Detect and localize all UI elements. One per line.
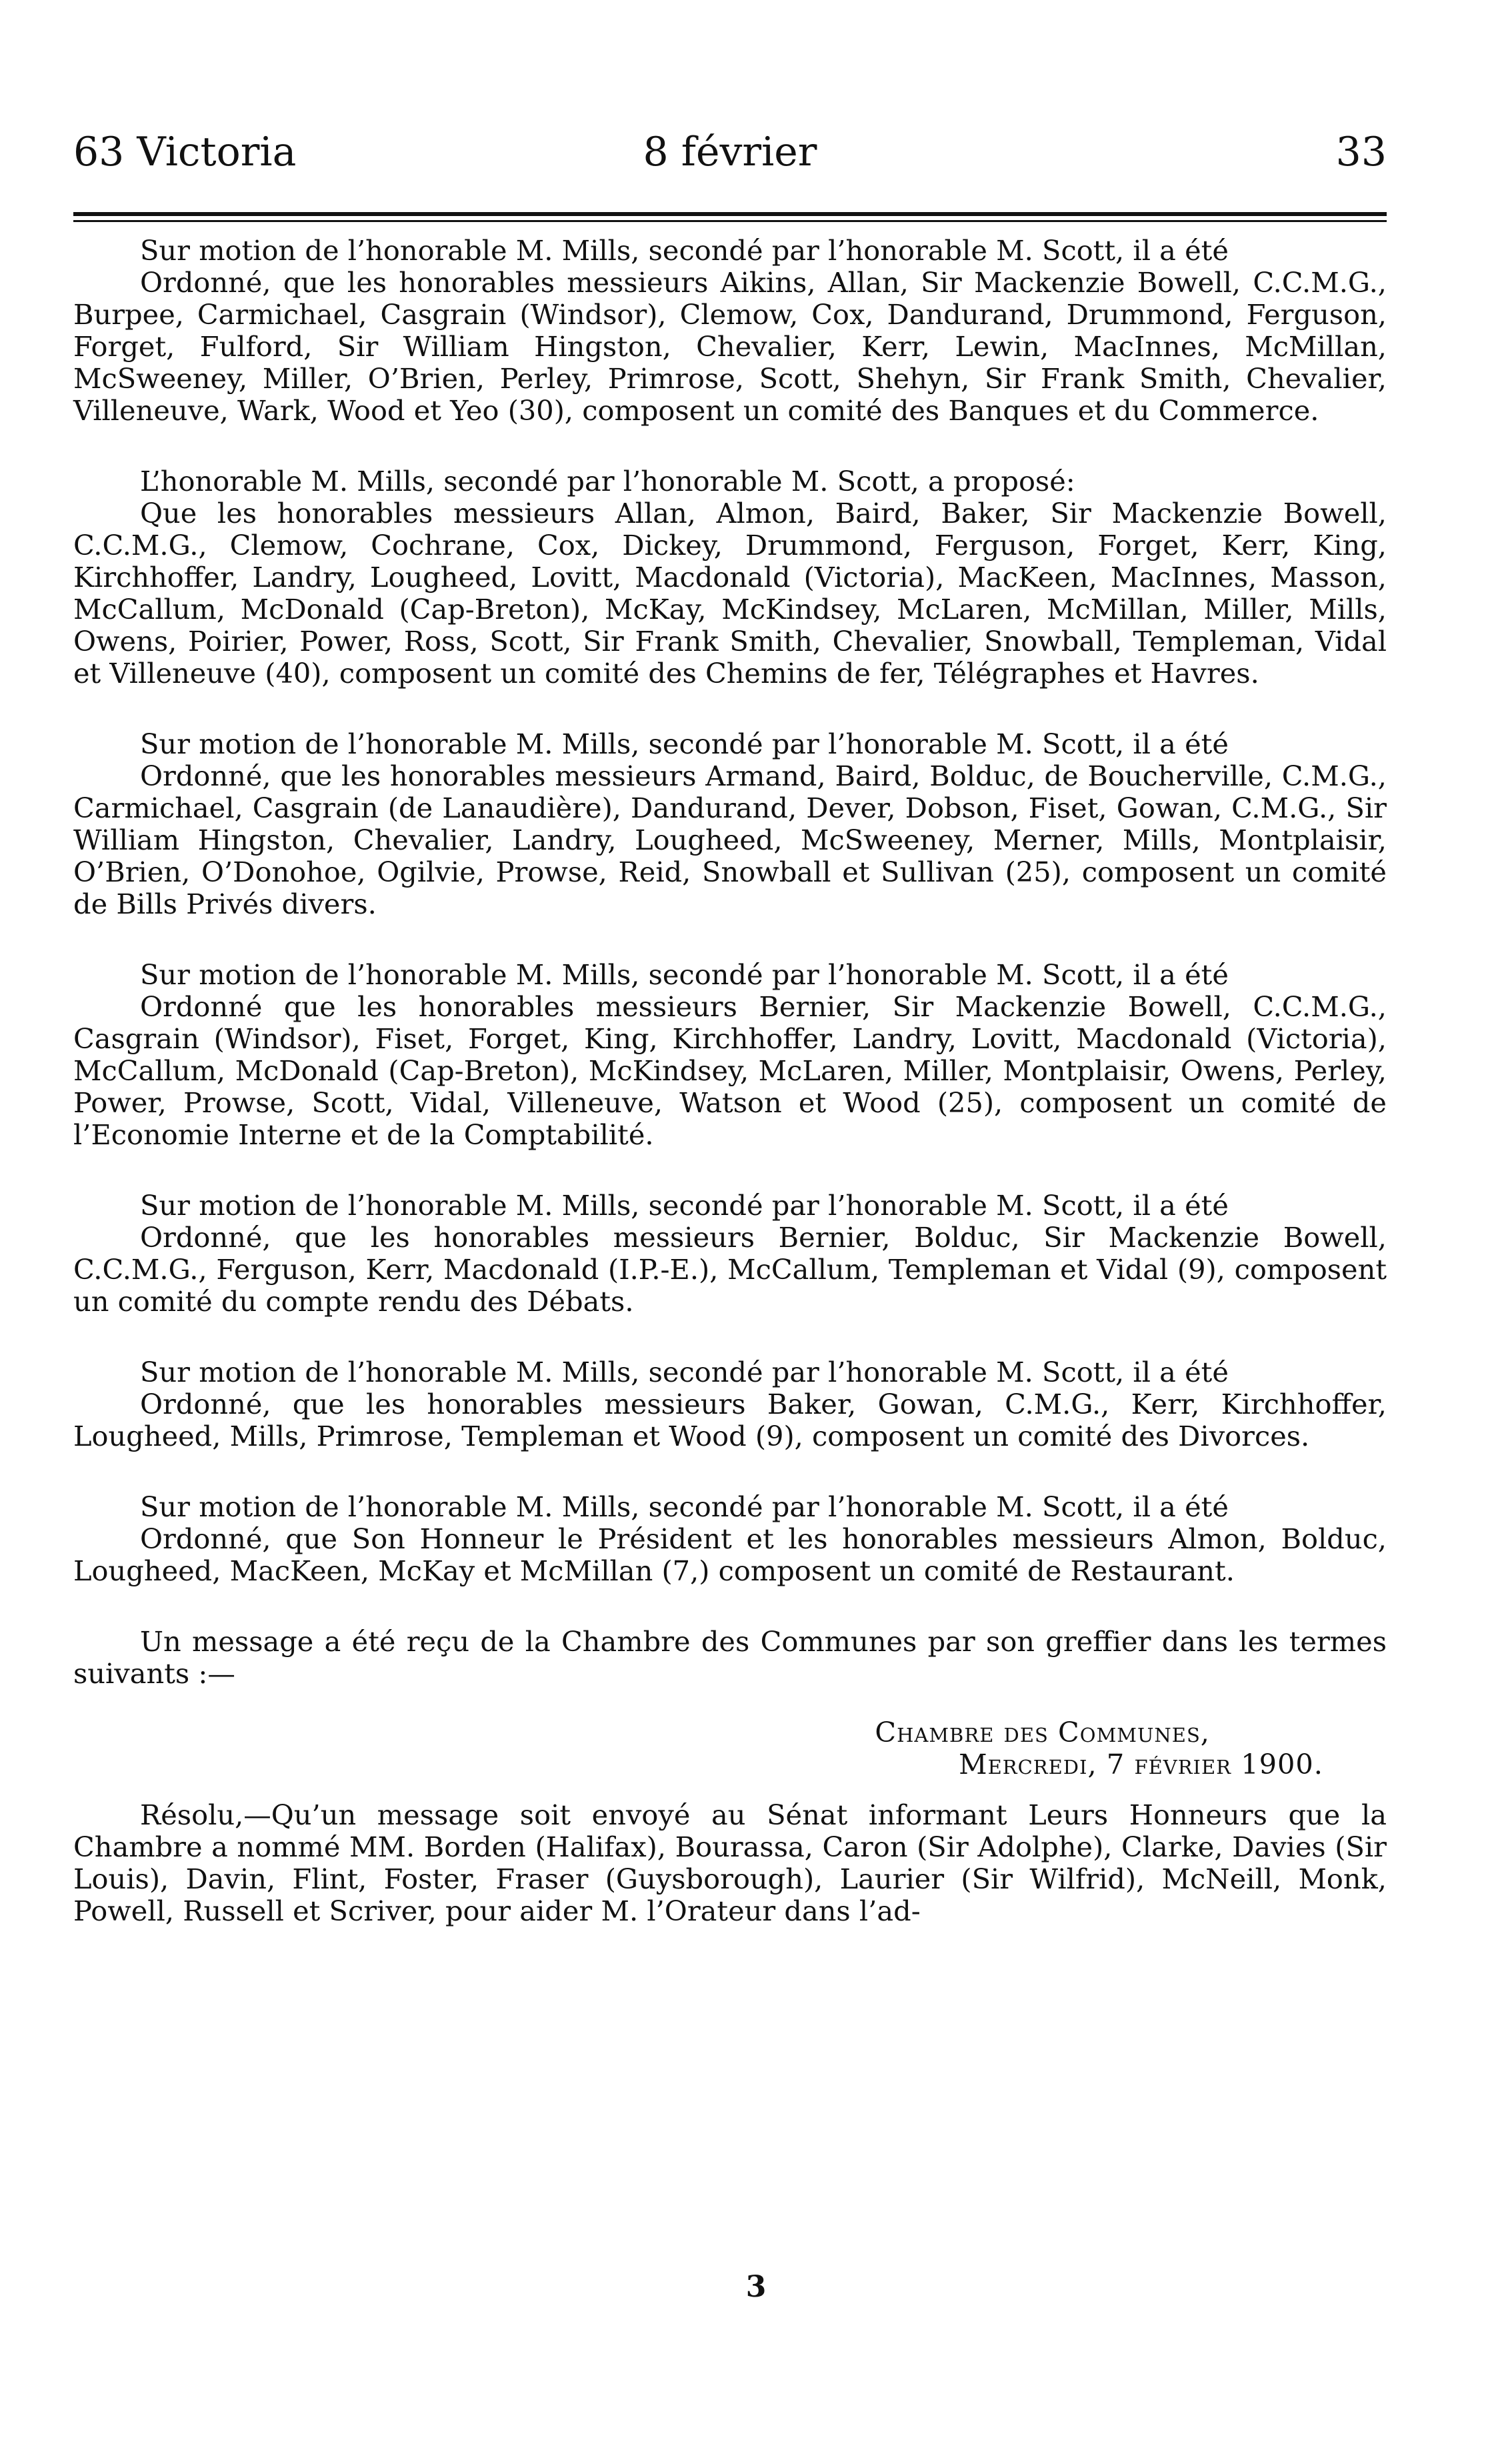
paragraph-lead: Sur motion de l’honorable M. Mills, secondé par l’honorable M. Scott, il a été (140, 1356, 1229, 1388)
paragraph-debats (73, 1190, 1387, 1318)
running-header (73, 119, 1387, 185)
paragraph-lead: Sur motion de l’honorable M. Mills, secondé par l’honorable M. Scott, il a été (140, 1189, 1229, 1222)
paragraph-restaurant (73, 1491, 1387, 1587)
paragraph-economie-interne (73, 959, 1387, 1151)
paragraph-bills-prives (73, 728, 1387, 920)
footer-folio: 3 (745, 2270, 767, 2304)
paragraph-lead: Sur motion de l’honorable M. Mills, secondé par l’honorable M. Scott, il a été (140, 958, 1229, 991)
paragraph-text: Ordonné, que les honorables messieurs Baker, Gowan, C.M.G., Kerr, Kirchhoffer, Lougheed, Mills, Primrose, Templeman et Wood (9), composent un comité des Divorces. (73, 1388, 1387, 1452)
paragraph-message (73, 1626, 1387, 1690)
paragraph-text: Ordonné, que Son Honneur le Président et les honorables messieurs Almon, Bolduc, Lougheed, MacKeen, McKay et McMillan (7,) composent un comité de Restaurant. (73, 1522, 1387, 1587)
header-page-number: 33 (1335, 129, 1387, 175)
paragraph-lead: L’honorable M. Mills, secondé par l’honorable M. Scott, a proposé: (140, 465, 1075, 497)
paragraph-text: Ordonné que les honorables messieurs Bernier, Sir Mackenzie Bowell, C.C.M.G., Casgrain (Windsor), Fiset, Forget, King, Kirchhoffer, Landry, Lovitt, Macdonald (Victoria), McCallum, McDonald (Cap-Breton), McKindsey, McLaren, Miller, Montplaisir, Owens, Perley, Power, Prowse, Scott, Vidal, Villeneuve, Watson et Wood (25), composent un comité de l’Economie Interne et de la Comptabilité. (73, 990, 1387, 1151)
header-date: 8 février (643, 129, 817, 175)
paragraph-lead: Sur motion de l’honorable M. Mills, secondé par l’honorable M. Scott, il a été (140, 728, 1229, 760)
paragraph-banques (73, 235, 1387, 427)
paragraph-text: Un message a été reçu de la Chambre des Communes par son greffier dans les termes suivants :— (73, 1625, 1387, 1690)
header-rule-thin (73, 220, 1387, 222)
message-signature (73, 1716, 1323, 1780)
paragraph-resolution (73, 1799, 1387, 1927)
header-rule-thick (73, 212, 1387, 216)
signature-date: Mercredi, 7 février 1900. (959, 1748, 1323, 1780)
paragraph-lead: Sur motion de l’honorable M. Mills, secondé par l’honorable M. Scott, il a été (140, 1490, 1229, 1523)
paragraph-chemins-de-fer (73, 465, 1387, 690)
paragraph-text: Ordonné, que les honorables messieurs Aikins, Allan, Sir Mackenzie Bowell, C.C.M.G., Burpee, Carmichael, Casgrain (Windsor), Clemow, Cox, Dandurand, Drummond, Ferguson, Forget, Fulford, Sir William Hingston, Chevalier, Kerr, Lewin, MacInnes, McMillan, McSweeney, Miller, O’Brien, Perley, Primrose, Scott, Shehyn, Sir Frank Smith, Chevalier, Villeneuve, Wark, Wood et Yeo (30), composent un comité des Banques et du Commerce. (73, 266, 1387, 427)
document-body (73, 235, 1387, 1966)
signature-chamber: Chambre des Communes, (875, 1716, 1210, 1748)
paragraph-text: Résolu,—Qu’un message soit envoyé au Sénat informant Leurs Honneurs que la Chambre a nommé MM. Borden (Halifax), Bourassa, Caron (Sir Adolphe), Clarke, Davies (Sir Louis), Davin, Flint, Foster, Fraser (Guysborough), Laurier (Sir Wilfrid), McNeill, Monk, Powell, Russell et Scriver, pour aider M. l’Orateur dans l’ad- (73, 1798, 1387, 1927)
paragraph-text: Ordonné, que les honorables messieurs Bernier, Bolduc, Sir Mackenzie Bowell, C.C.M.G., Ferguson, Kerr, Macdonald (I.P.-E.), McCallum, Templeman et Vidal (9), composent un comité du compte rendu des Débats. (73, 1221, 1387, 1318)
paragraph-lead: Sur motion de l’honorable M. Mills, secondé par l’honorable M. Scott, il a été (140, 234, 1229, 267)
paragraph-divorces (73, 1356, 1387, 1452)
paragraph-text: Que les honorables messieurs Allan, Almon, Baird, Baker, Sir Mackenzie Bowell, C.C.M.G., Clemow, Cochrane, Cox, Dickey, Drummond, Ferguson, Forget, Kerr, King, Kirchhoffer, Landry, Lougheed, Lovitt, Macdonald (Victoria), MacKeen, MacInnes, Masson, McCallum, McDonald (Cap-Breton), McKay, McKindsey, McLaren, McMillan, Miller, Mills, Owens, Poirier, Power, Ross, Scott, Sir Frank Smith, Chevalier, Snowball, Templeman, Vidal et Villeneuve (40), composent un comité des Chemins de fer, Télégraphes et Havres. (73, 497, 1387, 690)
header-session: 63 Victoria (73, 129, 297, 175)
paragraph-text: Ordonné, que les honorables messieurs Armand, Baird, Bolduc, de Boucherville, C.M.G., Carmichael, Casgrain (de Lanaudière), Dandurand, Dever, Dobson, Fiset, Gowan, C.M.G., Sir William Hingston, Chevalier, Landry, Lougheed, McSweeney, Merner, Mills, Montplaisir, O’Brien, O’Donohoe, Ogilvie, Prowse, Reid, Snowball et Sullivan (25), composent un comité de Bills Privés divers. (73, 760, 1387, 920)
